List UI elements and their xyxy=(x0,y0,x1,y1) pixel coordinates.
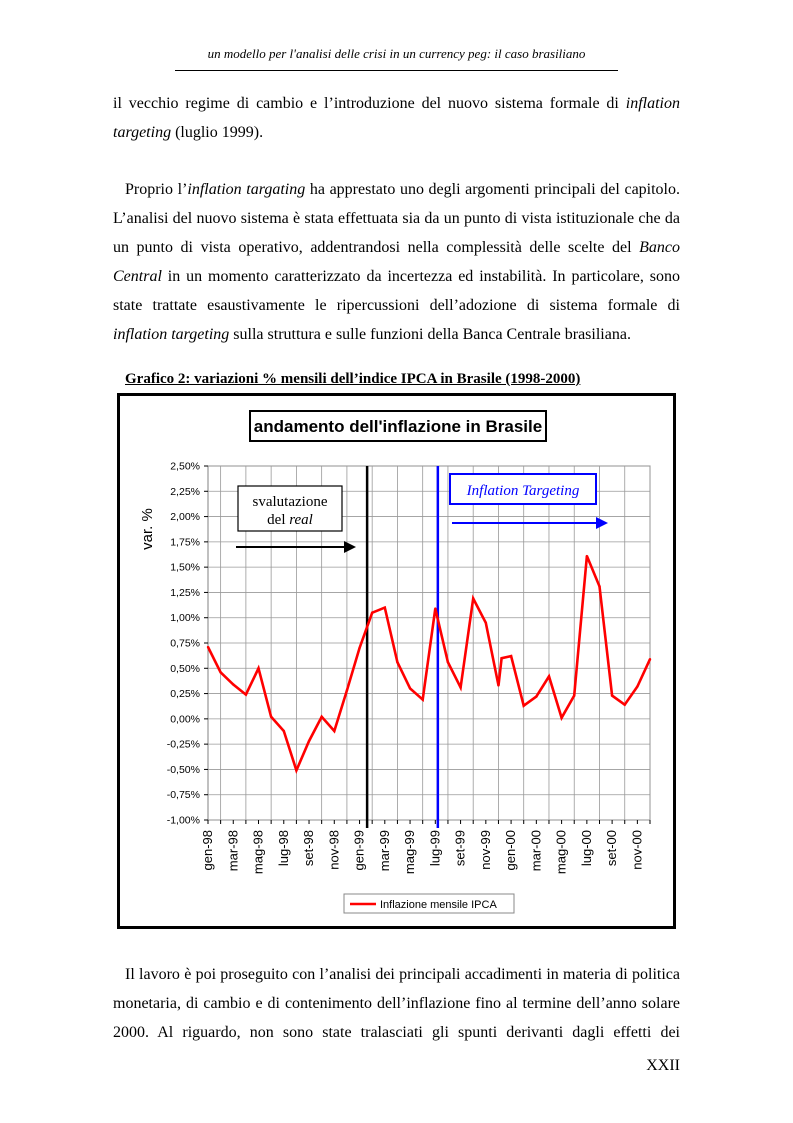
x-tick-label: mar-99 xyxy=(376,830,392,872)
italic-term: inflation xyxy=(625,95,680,112)
data-point xyxy=(497,684,499,686)
data-point xyxy=(409,687,411,689)
y-tick-label: 1,75% xyxy=(170,536,200,549)
text-run: state trattate esaustivamente le ripercussioni dell’adozione di sistema formale di xyxy=(113,297,680,314)
data-point xyxy=(434,607,436,609)
x-tick-label: gen-99 xyxy=(351,830,367,871)
text-run: in un momento caratterizzato da incertezza ed instabilità. In particolare, sono xyxy=(161,268,680,285)
x-tick-label: gen-00 xyxy=(503,830,519,871)
y-tick-label: -1,00% xyxy=(166,814,200,827)
x-tick-label: mag-98 xyxy=(250,830,266,875)
x-tick-label: set-99 xyxy=(452,830,468,867)
italic-term: targeting xyxy=(113,124,172,141)
paragraph-conclusion xyxy=(113,960,680,1047)
text-line xyxy=(113,175,680,204)
data-point xyxy=(598,585,600,587)
data-point xyxy=(320,716,322,718)
data-point xyxy=(459,686,461,688)
data-point xyxy=(472,597,474,599)
page-number: XXII xyxy=(646,1057,680,1074)
y-tick-label: 0,25% xyxy=(170,688,200,701)
devaluation-prefix: del xyxy=(267,512,290,528)
real-currency-term: real xyxy=(289,512,313,528)
text-run: Il lavoro è poi proseguito con l’analisi dei principali accadimenti in materia di politica xyxy=(125,966,680,983)
text-line xyxy=(113,960,680,989)
y-tick-label: 0,50% xyxy=(170,662,200,675)
x-tick-label: set-98 xyxy=(301,830,317,867)
data-point xyxy=(535,695,537,697)
devaluation-label-currency xyxy=(267,512,313,528)
text-run: un punto di vista operativo, addentrandosi nella complessità delle scelte del xyxy=(113,239,640,256)
text-run: Proprio l’ xyxy=(125,181,188,198)
data-point xyxy=(611,694,613,696)
data-point xyxy=(523,705,525,707)
x-tick-label: nov-99 xyxy=(477,830,493,870)
x-tick-label: mag-99 xyxy=(402,830,418,875)
data-point xyxy=(283,730,285,732)
y-axis-title: var. % xyxy=(139,508,156,550)
running-header: un modello per l'analisi delle crisi in un currency peg: il caso brasiliano xyxy=(207,46,586,61)
data-point xyxy=(649,658,651,660)
data-point xyxy=(333,730,335,732)
text-line xyxy=(113,320,680,349)
y-tick-label: 1,00% xyxy=(170,612,200,625)
data-point xyxy=(510,655,512,657)
data-point xyxy=(207,646,209,648)
text-run: sulla struttura e sulle funzioni della Banca Centrale brasiliana. xyxy=(229,326,631,343)
data-point xyxy=(358,647,360,649)
data-point xyxy=(500,657,502,659)
chart-title: andamento dell'inflazione in Brasile xyxy=(253,417,543,436)
figure-caption: Grafico 2: variazioni % mensili dell’indice IPCA in Brasile (1998-2000) xyxy=(125,371,581,387)
x-tick-label: lug-98 xyxy=(275,830,291,867)
data-point xyxy=(308,740,310,742)
text-line xyxy=(113,291,680,320)
data-point xyxy=(396,661,398,663)
header-divider xyxy=(175,70,618,71)
text-line xyxy=(113,262,680,291)
x-tick-label: gen-98 xyxy=(200,830,215,871)
y-tick-label: -0,75% xyxy=(166,789,200,802)
italic-term: Banco xyxy=(639,239,680,256)
text-line xyxy=(113,1018,680,1047)
data-point xyxy=(624,703,626,705)
data-point xyxy=(384,606,386,608)
chart-canvas xyxy=(120,396,673,926)
text-run: 2000. Al riguardo, non sono state tralasciati gli spunti derivanti dagli effetti dei xyxy=(113,1024,680,1041)
x-tick-label: mar-00 xyxy=(528,830,544,872)
inflation-chart xyxy=(117,393,676,929)
y-tick-label: 2,25% xyxy=(170,485,200,498)
paragraph-intro xyxy=(113,89,680,147)
data-point xyxy=(232,683,234,685)
italic-term: Central xyxy=(113,268,162,285)
y-tick-label: 2,50% xyxy=(170,460,200,473)
data-point xyxy=(421,698,423,700)
data-point xyxy=(270,716,272,718)
y-tick-label: 1,25% xyxy=(170,586,200,599)
text-run: monetaria, di cambio e di contenimento dell’inflazione fino al termine dell’anno solare xyxy=(113,995,680,1012)
text-line xyxy=(113,89,680,118)
y-tick-label: 2,00% xyxy=(170,511,200,524)
text-line xyxy=(113,233,680,262)
x-tick-label: nov-00 xyxy=(629,830,645,870)
x-tick-label: lug-99 xyxy=(427,830,443,867)
data-point xyxy=(548,675,550,677)
y-tick-label: -0,25% xyxy=(166,738,200,751)
data-point xyxy=(257,667,259,669)
x-tick-label: lug-00 xyxy=(578,830,594,867)
legend-label: Inflazione mensile IPCA xyxy=(380,899,497,911)
y-tick-label: 0,75% xyxy=(170,637,200,650)
data-point xyxy=(346,689,348,691)
data-point xyxy=(245,693,247,695)
data-point xyxy=(586,555,588,557)
paragraph-inflation-targeting xyxy=(113,175,680,349)
y-tick-label: 1,50% xyxy=(170,561,200,574)
data-point xyxy=(560,717,562,719)
data-point xyxy=(485,622,487,624)
text-line xyxy=(113,989,680,1018)
x-tick-label: nov-98 xyxy=(326,830,342,870)
data-point xyxy=(447,661,449,663)
text-line xyxy=(113,204,680,233)
data-point xyxy=(295,769,297,771)
x-tick-label: mar-98 xyxy=(225,830,241,872)
x-tick-label: mag-00 xyxy=(553,830,569,875)
data-point xyxy=(371,611,373,613)
text-run: il vecchio regime di cambio e l’introduzione del nuovo sistema formale di xyxy=(113,95,626,112)
data-point xyxy=(636,685,638,687)
targeting-label: Inflation Targeting xyxy=(466,483,580,499)
data-point xyxy=(573,694,575,696)
text-line xyxy=(113,118,680,147)
y-tick-label: -0,50% xyxy=(166,763,200,776)
data-point xyxy=(219,671,221,673)
devaluation-label: svalutazione xyxy=(252,494,328,510)
x-tick-label: set-00 xyxy=(604,830,620,867)
text-run: (luglio 1999). xyxy=(171,124,264,141)
text-run: L’analisi del nuovo sistema è stata effettuata sia da un punto di vista istituzionale che da xyxy=(113,210,680,227)
italic-term: inflation targeting xyxy=(113,326,230,343)
italic-term: inflation targating xyxy=(187,181,306,198)
y-tick-label: 0,00% xyxy=(170,713,200,726)
text-run: ha apprestato uno degli argomenti principali del capitolo. xyxy=(305,181,681,198)
